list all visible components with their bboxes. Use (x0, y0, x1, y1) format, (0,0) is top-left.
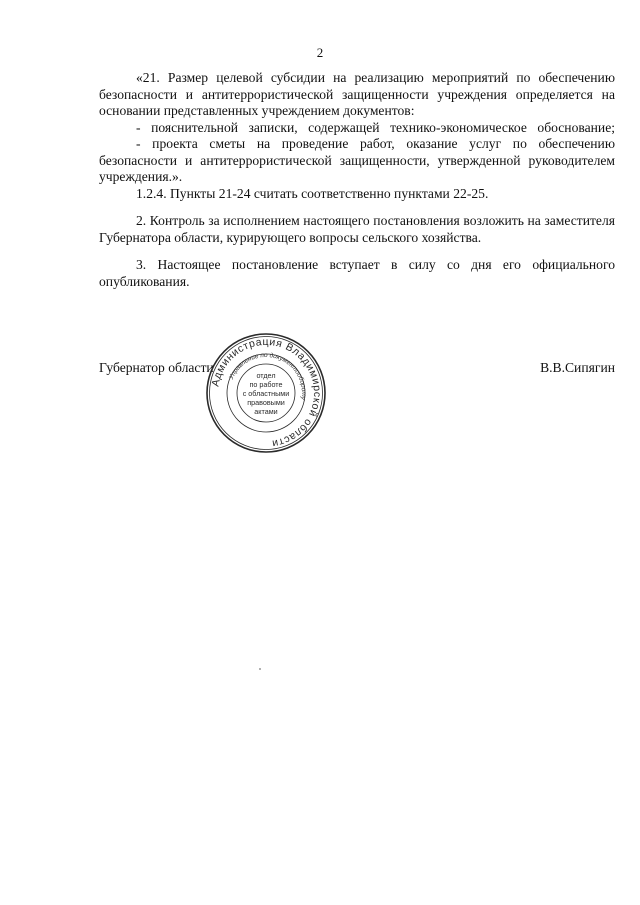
paragraph-2: 2. Контроль за исполнением настоящего постановления возложить на заместителя Губернатора области, курирующего вопросы сельского хозяйства. (99, 213, 615, 245)
paragraph-3: 3. Настоящее постановление вступает в силу со дня его официального опубликования. (99, 257, 615, 289)
seal-inner-text: Управление по документообороту (227, 351, 308, 401)
signature-block (99, 360, 615, 380)
list-item-estimate-draft: - проекта сметы на проведение работ, оказание услуг по обеспечению безопасности и антитеррористической защищенности, утвержденной руководителем учреждения.». (99, 136, 615, 184)
official-seal (204, 331, 328, 455)
seal-center-line-2: по работе (249, 380, 283, 389)
seal-center-line-3: с областными (242, 389, 290, 398)
document-body (99, 70, 615, 290)
seal-center-line-5: актами (254, 407, 278, 416)
paragraph-1-2-4: 1.2.4. Пункты 21-24 считать соответственно пунктами 22-25. (136, 185, 489, 201)
seal-center-line-4: правовыми (247, 398, 285, 407)
scan-speck (259, 668, 261, 670)
seal-center-line-1: отдел (256, 371, 276, 380)
signer-title: Губернатор области (99, 360, 214, 375)
paragraph-21: «21. Размер целевой субсидии на реализацию мероприятий по обеспечению безопасности и антитеррористической защищенности учреждения определяется на основании представленных учреждением документов: (99, 70, 615, 118)
seal-graphic (204, 331, 328, 455)
seal-outer-text: Администрация Владимирской области (209, 335, 324, 450)
page-number: 2 (316, 45, 324, 60)
signer-name: В.В.Сипягин (540, 360, 615, 375)
list-item-explanatory-note: - пояснительной записки, содержащей технико-экономическое обоснование; (136, 119, 615, 135)
